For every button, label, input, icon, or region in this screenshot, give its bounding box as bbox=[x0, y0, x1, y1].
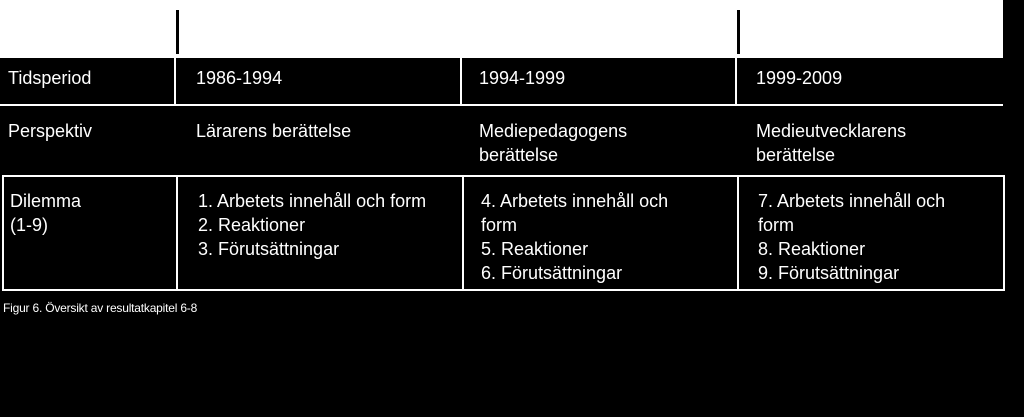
cell-divider bbox=[460, 58, 462, 104]
top-header-band bbox=[0, 0, 1003, 58]
figure-caption: Figur 6. Översikt av resultatkapitel 6-8 bbox=[3, 301, 198, 315]
perspective-line: berättelse bbox=[479, 145, 559, 165]
column-divider-tick bbox=[737, 10, 740, 54]
period-cell-1: 1986-1994 bbox=[196, 68, 283, 88]
dilemma-label-line: Dilemma bbox=[10, 191, 82, 211]
perspective-line: berättelse bbox=[756, 145, 836, 165]
row-label-tidsperiod: Tidsperiod bbox=[8, 68, 92, 88]
perspective-line: Medieutvecklarens bbox=[756, 121, 907, 141]
perspective-cell-1 bbox=[196, 106, 460, 174]
dilemma-item: 9. Förutsättningar bbox=[758, 263, 900, 283]
dilemma-cell-3 bbox=[758, 177, 1003, 289]
table-row-perspektiv bbox=[0, 106, 1003, 174]
row-label-dilemma bbox=[10, 177, 176, 289]
dilemma-item: form bbox=[758, 215, 794, 235]
dilemma-item: 5. Reaktioner bbox=[481, 239, 589, 259]
dilemma-item: 8. Reaktioner bbox=[758, 239, 866, 259]
dilemma-cell-2 bbox=[481, 177, 736, 289]
cell-divider bbox=[462, 177, 464, 289]
cell-divider bbox=[174, 58, 176, 104]
perspective-cell-2 bbox=[479, 106, 734, 174]
dilemma-item: 2. Reaktioner bbox=[198, 215, 306, 235]
dilemma-item: 4. Arbetets innehåll och bbox=[481, 191, 669, 211]
dilemma-cell-1 bbox=[198, 177, 462, 289]
dilemma-label-line: (1-9) bbox=[10, 215, 49, 235]
row-label-perspektiv: Perspektiv bbox=[8, 121, 93, 141]
cell-divider bbox=[737, 177, 739, 289]
dilemma-item: 7. Arbetets innehåll och bbox=[758, 191, 946, 211]
perspective-line: Lärarens berättelse bbox=[196, 121, 352, 141]
dilemma-item: form bbox=[481, 215, 517, 235]
cell-divider bbox=[735, 58, 737, 104]
perspective-cell-3 bbox=[756, 106, 1001, 174]
cell-divider bbox=[176, 177, 178, 289]
dilemma-item: 6. Förutsättningar bbox=[481, 263, 623, 283]
dilemma-item: 3. Förutsättningar bbox=[198, 239, 340, 259]
perspective-line: Mediepedagogens bbox=[479, 121, 628, 141]
period-cell-2: 1994-1999 bbox=[479, 68, 566, 88]
table-row-tidsperiod bbox=[0, 58, 1003, 106]
column-divider-tick bbox=[176, 10, 179, 54]
table-row-dilemma bbox=[2, 175, 1005, 291]
dilemma-item: 1. Arbetets innehåll och form bbox=[198, 191, 427, 211]
period-cell-3: 1999-2009 bbox=[756, 68, 843, 88]
